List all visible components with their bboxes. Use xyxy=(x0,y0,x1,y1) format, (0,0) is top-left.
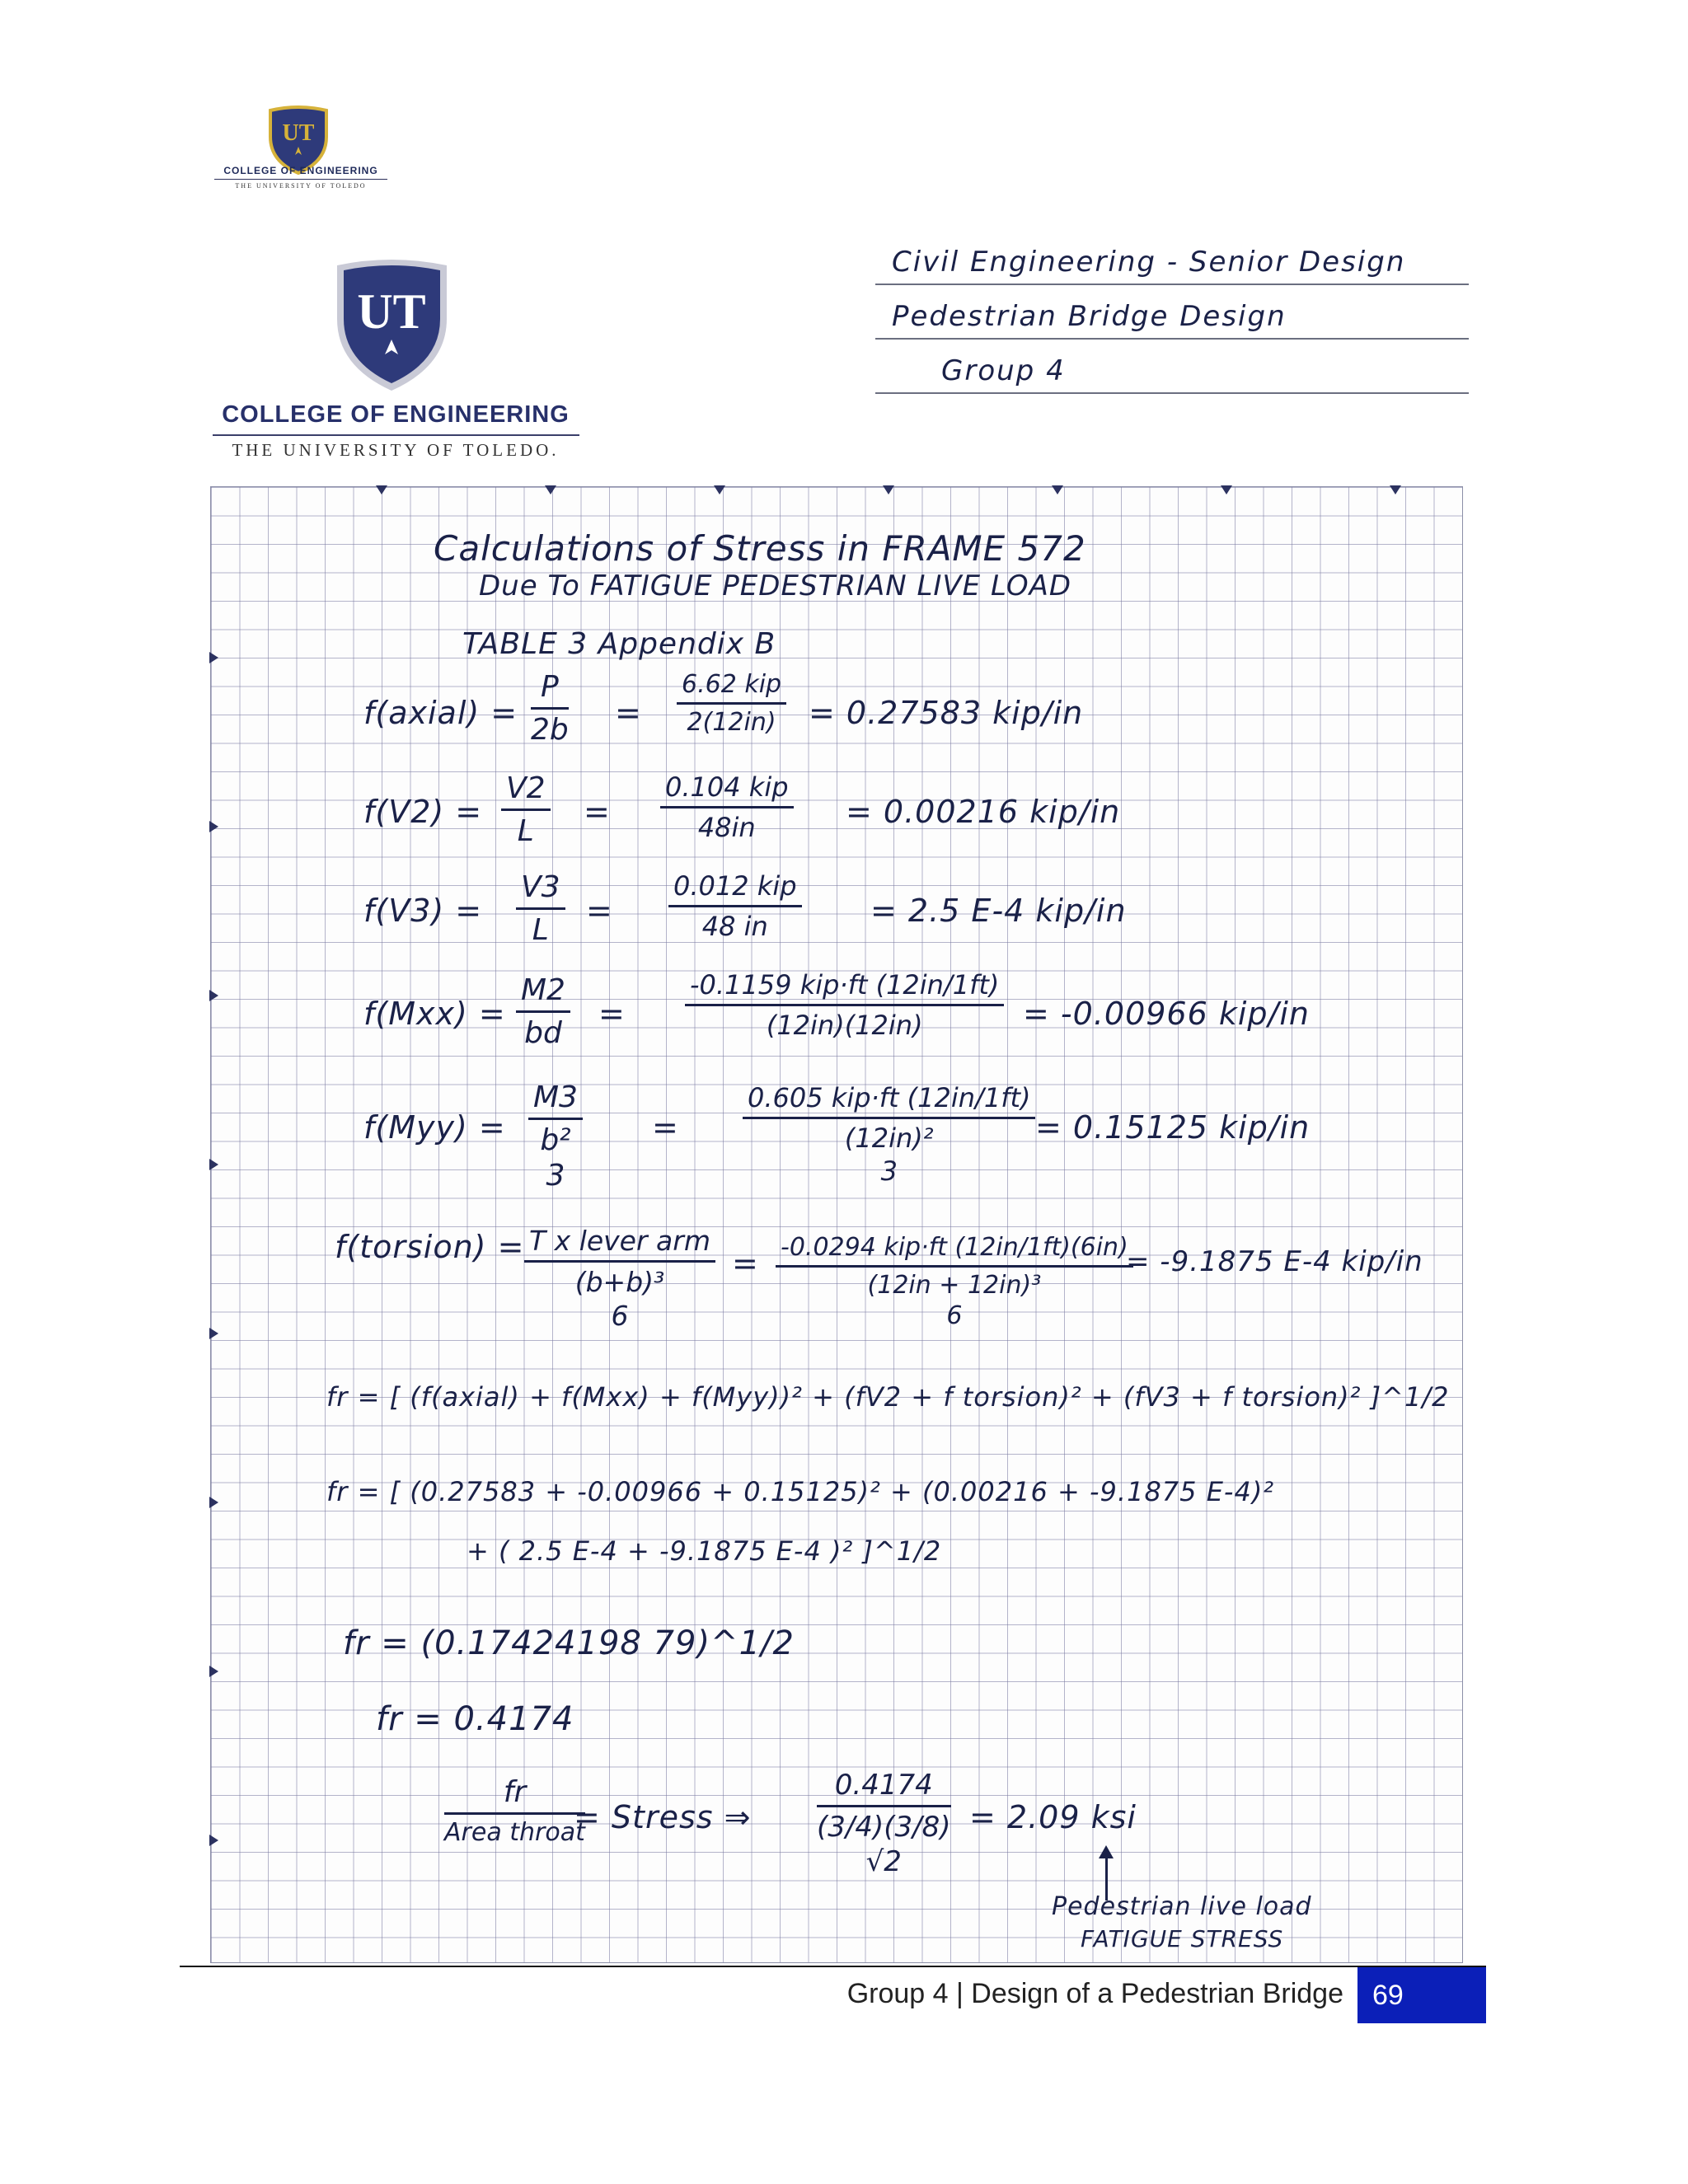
title-block xyxy=(875,232,1469,401)
tick-mark xyxy=(545,485,556,494)
equals-sign: = xyxy=(615,695,642,731)
eq-v2-fraction-2: 0.104 kip 48in xyxy=(660,771,794,843)
eq-torsion-fraction-1: T x lever arm (b+b)³ 6 xyxy=(524,1225,715,1332)
eq-myy-result: = 0.15125 kip/in xyxy=(1035,1109,1311,1146)
tick-mark xyxy=(883,485,894,494)
eq-axial-fraction-1: $\frac{P}{2b}$ xyxy=(531,670,569,747)
tick-mark xyxy=(209,652,218,663)
tick-mark xyxy=(1390,485,1401,494)
tick-mark xyxy=(209,990,218,1001)
college-logo xyxy=(206,257,585,467)
footer-rule xyxy=(180,1966,1486,1967)
tick-mark xyxy=(209,821,218,832)
eq-torsion-fraction-2: -0.0294 kip·ft (12in/1ft)(6in) (12in + 12in)³ 6 xyxy=(776,1233,1133,1330)
eq-torsion-result: = -9.1875 E-4 kip/in xyxy=(1126,1245,1423,1278)
small-header-logo xyxy=(206,101,396,195)
eq-v2-fraction-1: $\frac{V2}{L}$ xyxy=(501,771,551,848)
logo-rule xyxy=(213,434,579,436)
eq-myy-lhs: f(Myy) = xyxy=(363,1109,506,1146)
calc-reference: TABLE 3 Appendix B xyxy=(462,627,776,661)
tick-mark xyxy=(1052,485,1063,494)
footer-text: Group 4 | Design of a Pedestrian Bridge xyxy=(846,1978,1343,2009)
small-logo-rule xyxy=(214,179,387,180)
eq-myy-fraction-1: M3 b² 3 xyxy=(528,1080,583,1193)
eq-fr-general: fr = [ (f(axial) + f(Mxx) + f(Myy))² + (fV2 + f torsion)² + (fV3 + f torsion)² ]^1/2 xyxy=(326,1381,1450,1413)
svg-text:UT: UT xyxy=(357,284,426,339)
logo-university-name: THE UNIVERSITY OF TOLEDO. xyxy=(232,440,560,460)
equals-sign: = xyxy=(598,996,626,1032)
tick-mark xyxy=(209,1666,218,1677)
eq-fr-substituted-1: fr = [ (0.27583 + -0.00966 + 0.15125)² + (0.00216 + -9.1875 E-4)² xyxy=(326,1476,1275,1507)
eq-mxx-fraction-1: $\frac{M2}{bd}$ xyxy=(516,973,570,1050)
tick-mark xyxy=(1221,485,1232,494)
eq-stress-fraction-1: fr Area throat xyxy=(444,1775,585,1847)
eq-stress-result: = 2.09 ksi xyxy=(969,1799,1137,1835)
eq-stress-label: = Stress ⇒ xyxy=(574,1799,752,1835)
note-line-1: Pedestrian live load xyxy=(1052,1892,1312,1921)
note-line-2: FATIGUE STRESS xyxy=(1081,1925,1284,1952)
eq-v3-result: = 2.5 E-4 kip/in xyxy=(870,893,1127,929)
eq-fr-result: fr = 0.4174 xyxy=(376,1700,574,1738)
tick-mark xyxy=(209,1835,218,1846)
eq-axial-fraction-2: 6.62 kip 2(12in) xyxy=(677,670,786,737)
tick-mark xyxy=(209,1328,218,1339)
tick-mark xyxy=(714,485,725,494)
tick-mark xyxy=(376,485,387,494)
title-line-project: Pedestrian Bridge Design xyxy=(875,287,1469,340)
title-line-group: Group 4 xyxy=(875,341,1469,394)
page-number-badge: 69 xyxy=(1357,1967,1486,2023)
eq-myy-fraction-2: 0.605 kip·ft (12in/1ft) (12in)² 3 xyxy=(743,1082,1035,1187)
eq-mxx-result: = -0.00966 kip/in xyxy=(1023,996,1310,1032)
eq-fr-value: fr = (0.17424198 79)^1/2 xyxy=(343,1624,795,1662)
eq-torsion-lhs: f(torsion) = xyxy=(335,1229,525,1265)
graph-paper-sheet xyxy=(210,486,1463,1963)
eq-v3-lhs: f(V3) = xyxy=(363,893,483,929)
equals-sign: = xyxy=(586,893,613,929)
equals-sign: = xyxy=(732,1245,759,1282)
calc-heading: Calculations of Stress in FRAME 572 xyxy=(434,528,1086,569)
equals-sign: = xyxy=(652,1109,679,1146)
small-logo-university: THE UNIVERSITY OF TOLEDO xyxy=(235,182,367,190)
eq-mxx-fraction-2: -0.1159 kip·ft (12in/1ft) (12in)(12in) xyxy=(685,969,1004,1041)
calc-subheading: Due To FATIGUE PEDESTRIAN LIVE LOAD xyxy=(479,569,1072,602)
logo-college-name: COLLEGE OF ENGINEERING xyxy=(222,401,570,428)
eq-mxx-lhs: f(Mxx) = xyxy=(363,996,506,1032)
svg-text:UT: UT xyxy=(282,120,315,146)
eq-axial-result: = 0.27583 kip/in xyxy=(809,695,1084,731)
eq-v3-fraction-1: $\frac{V3}{L}$ xyxy=(516,870,565,947)
ut-shield-icon xyxy=(332,257,452,393)
title-line-course: Civil Engineering - Senior Design xyxy=(875,232,1469,285)
tick-mark xyxy=(209,1497,218,1508)
eq-v3-fraction-2: 0.012 kip 48 in xyxy=(668,870,802,942)
small-logo-college: COLLEGE OF ENGINEERING xyxy=(223,165,378,176)
eq-stress-fraction-2: 0.4174 (3/4)(3/8) √2 xyxy=(817,1769,951,1878)
tick-mark xyxy=(209,1159,218,1170)
equals-sign: = xyxy=(584,794,611,830)
eq-axial-lhs: f(axial) = xyxy=(363,695,518,731)
eq-v2-result: = 0.00216 kip/in xyxy=(846,794,1121,830)
eq-v2-lhs: f(V2) = xyxy=(363,794,483,830)
eq-fr-substituted-2: + ( 2.5 E-4 + -9.1875 E-4 )² ]^1/2 xyxy=(467,1535,942,1567)
